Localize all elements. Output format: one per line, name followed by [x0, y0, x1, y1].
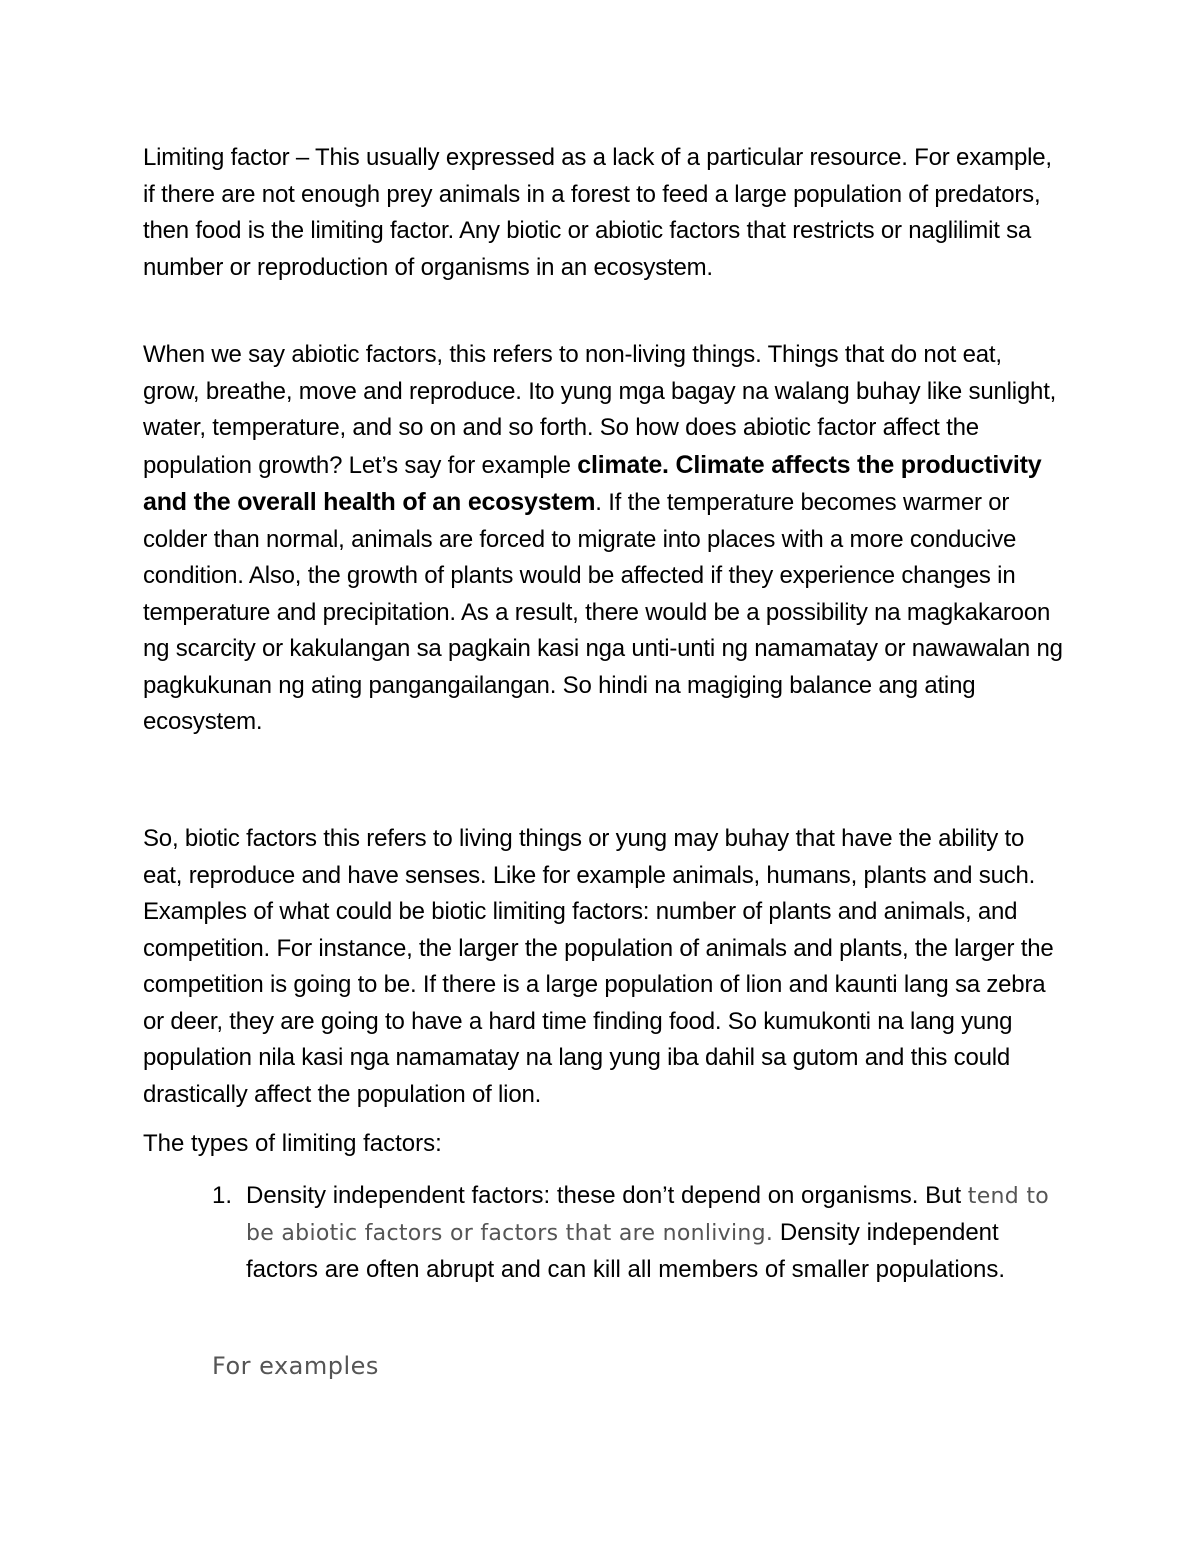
- for-examples-heading: For examples: [212, 1352, 379, 1380]
- paragraph-limiting-factor: [143, 140, 1063, 286]
- list-item-text-b: Density independent factors are often abrupt and can kill all members of smaller populations.: [246, 1219, 1006, 1283]
- para2-text-a: When we say abiotic factors, this refers to non-living things. Things that do not eat, grow, breathe, move and reproduce. Ito yung mga bagay na walang buhay like sunlight, water, temperature, and so on and so forth. So how does abiotic factor affect the population growth? Let’s say for example: [143, 341, 1057, 479]
- paragraph-abiotic-factors: [143, 337, 1063, 741]
- para1-text-b: if there are not enough prey animals in a forest to feed a large population of predators, then food is the limiting factor.: [143, 180, 1041, 244]
- list-item-text-a: Density independent factors: these don’t depend on organisms. But: [246, 1182, 968, 1209]
- list-item: [212, 1178, 1062, 1288]
- para1-text-a: Limiting factor – This usually expressed as a lack of a particular resource. For example,: [143, 144, 1052, 171]
- types-heading: The types of limiting factors:: [143, 1130, 442, 1157]
- limiting-factors-list: [212, 1178, 1062, 1288]
- list-item-gray-text: tend to be abiotic factors or factors that are nonliving.: [246, 1184, 1050, 1246]
- para2-text-b: . If the temperature becomes warmer or colder than normal, animals are forced to migrate into places with a more conducive condition. Also, the growth of plants would be affected if they experience changes in temperature and precipitation. As a result, there would be a possibility na magkakaroon ng scarcity or kakulangan sa pagkain kasi nga unti-unti ng namamatay or nawawalan ng pagkukunan ng ating pangangailangan. So hindi na magiging balance ang ating ecosystem.: [143, 489, 1063, 735]
- paragraph-biotic-factors: So, biotic factors this refers to living things or yung may buhay that have the ability to eat, reproduce and have senses. Like for example animals, humans, plants and such. Examples of what could be biotic limiting factors: number of plants and animals, and competition. For instance, the larger the population of animals and plants, the larger the competition is going to be. If there is a large population of lion and kaunti lang sa zebra or deer, they are going to have a hard time finding food. So kumukonti na lang yung population nila kasi nga namamatay na lang yung iba dahil sa gutom and this could drastically affect the population of lion.: [143, 825, 1054, 1108]
- para2-bold-text: climate. Climate affects the productivity and the overall health of an ecosystem: [143, 450, 1042, 516]
- para1-text-c: Any biotic or abiotic factors that restricts or naglilimit sa number or reproduction of organisms in an ecosystem.: [143, 217, 1032, 281]
- list-number: 1.: [212, 1182, 233, 1209]
